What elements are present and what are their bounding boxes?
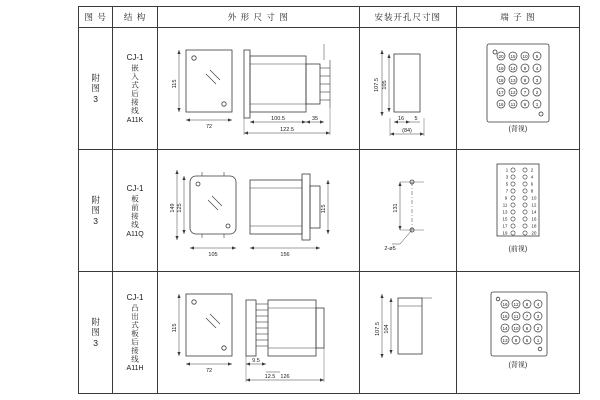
svg-text:14: 14 <box>510 65 516 71</box>
terminal-caption-1: (背视) <box>508 125 528 133</box>
mount-dim-2-d5: 2-ø5 <box>384 245 396 252</box>
outline-dim-35: 35 <box>311 115 318 122</box>
svg-text:20: 20 <box>531 230 537 236</box>
svg-text:18: 18 <box>498 77 504 83</box>
table-row <box>79 28 580 150</box>
outline-dim-115: 115 <box>171 79 178 88</box>
svg-text:6: 6 <box>523 101 527 107</box>
table-row <box>79 272 580 394</box>
svg-text:9: 9 <box>514 337 518 343</box>
mount-dim-16: 16 <box>397 115 404 122</box>
mounting-cell-1 <box>359 28 456 150</box>
svg-text:14: 14 <box>531 209 537 215</box>
svg-text:11: 11 <box>510 101 516 107</box>
svg-text:11: 11 <box>513 313 519 319</box>
svg-text:9: 9 <box>504 195 507 201</box>
svg-text:15: 15 <box>502 313 508 319</box>
svg-text:13: 13 <box>502 209 508 215</box>
fig-no-line2: 图 <box>91 205 100 216</box>
svg-text:1: 1 <box>535 101 539 107</box>
svg-text:4: 4 <box>530 174 533 180</box>
svg-text:17: 17 <box>498 89 504 95</box>
terminal-cell-1 <box>456 28 579 150</box>
header-structure: 结 构 <box>113 7 157 28</box>
svg-text:19: 19 <box>502 230 508 236</box>
outline-dim-115: 115 <box>171 323 178 332</box>
header-outline: 外 形 尺 寸 图 <box>157 7 359 28</box>
svg-text:7: 7 <box>525 313 529 319</box>
outline-dim-125: 125 <box>176 202 183 213</box>
outline-cell-2 <box>157 150 359 272</box>
svg-text:2: 2 <box>535 89 539 95</box>
terminal-cell-3 <box>456 272 579 394</box>
svg-text:19: 19 <box>498 65 504 71</box>
svg-text:6: 6 <box>530 181 533 187</box>
outline-cell-3 <box>157 272 359 394</box>
structure-cell-3 <box>113 272 157 394</box>
svg-text:5: 5 <box>505 181 508 187</box>
svg-text:10: 10 <box>522 53 528 59</box>
table-row <box>79 150 580 272</box>
mount-dim-5: 5 <box>414 115 418 122</box>
terminal-cell-2 <box>456 150 579 272</box>
structure-model: CJ-1 <box>126 53 144 62</box>
mounting-cell-2 <box>359 150 456 272</box>
structure-desc: 板前接线 <box>130 194 140 229</box>
terminal-drawing-1 <box>457 30 579 148</box>
terminal-drawing-3 <box>457 274 579 392</box>
svg-text:12: 12 <box>510 89 516 95</box>
mount-dim-104: 104 <box>383 323 390 334</box>
fig-no-line3: 3 <box>93 337 99 348</box>
table-header-row <box>79 7 580 28</box>
outline-dim-126: 126 <box>280 373 290 380</box>
svg-text:3: 3 <box>536 313 540 319</box>
svg-text:13: 13 <box>502 337 508 343</box>
svg-text:1: 1 <box>536 337 540 343</box>
mounting-cell-3 <box>359 272 456 394</box>
outline-dim-12-5: 12.5 <box>264 373 276 380</box>
terminal-caption-2: (前视) <box>508 245 528 253</box>
svg-text:16: 16 <box>531 216 537 222</box>
svg-text:5: 5 <box>525 337 529 343</box>
fig-no-cell-1 <box>79 28 113 150</box>
fig-no-line1: 附 <box>91 72 100 83</box>
svg-text:18: 18 <box>531 223 537 229</box>
svg-text:7: 7 <box>505 188 508 194</box>
structure-code: A11Q <box>126 230 144 238</box>
fig-no-cell-2 <box>79 150 113 272</box>
terminal-drawing-2 <box>457 152 579 270</box>
outline-dim-122-5: 122.5 <box>279 126 294 133</box>
fig-no-line3: 3 <box>93 93 99 104</box>
svg-text:5: 5 <box>535 53 539 59</box>
outline-dim-72: 72 <box>205 123 212 130</box>
structure-model: CJ-1 <box>126 292 144 302</box>
structure-model: CJ-1 <box>126 183 144 193</box>
structure-cell-2 <box>113 150 157 272</box>
svg-text:16: 16 <box>498 101 504 107</box>
svg-text:4: 4 <box>536 301 540 307</box>
structure-code: A11H <box>126 365 144 373</box>
svg-text:17: 17 <box>502 223 508 229</box>
svg-text:2: 2 <box>536 325 540 331</box>
svg-text:8: 8 <box>525 301 529 307</box>
svg-text:3: 3 <box>535 77 539 83</box>
mount-dim-131: 131 <box>392 202 399 213</box>
svg-text:12: 12 <box>531 202 537 208</box>
header-fig-no: 图 号 <box>79 7 113 28</box>
fig-no-line2: 图 <box>91 327 100 338</box>
header-terminal: 端 子 图 <box>456 7 579 28</box>
svg-text:12: 12 <box>513 301 519 307</box>
outline-dim-149: 149 <box>169 202 176 213</box>
svg-text:3: 3 <box>505 174 508 180</box>
outline-dim-72: 72 <box>205 367 212 374</box>
mount-dim-107-5: 107.5 <box>374 321 381 336</box>
mount-dim-107-5: 107.5 <box>373 77 380 92</box>
outline-drawing-3 <box>158 274 359 392</box>
svg-text:8: 8 <box>530 188 533 194</box>
svg-text:15: 15 <box>502 216 508 222</box>
outline-dim-9-5: 9.5 <box>251 357 260 364</box>
svg-text:20: 20 <box>498 53 504 59</box>
fig-no-line3: 3 <box>93 215 99 226</box>
header-mounting: 安装开孔尺寸图 <box>359 7 456 28</box>
fig-no-line2: 图 <box>91 83 100 94</box>
outline-drawing-2 <box>158 152 359 270</box>
structure-cell-1 <box>113 28 157 150</box>
svg-text:4: 4 <box>535 65 539 71</box>
svg-text:7: 7 <box>523 89 527 95</box>
structure-code: A11K <box>126 117 144 124</box>
svg-text:9: 9 <box>523 65 527 71</box>
svg-text:6: 6 <box>525 325 529 331</box>
outline-dim-105: 105 <box>208 251 218 258</box>
mounting-drawing-1 <box>360 30 456 148</box>
outline-dim-115: 115 <box>320 204 327 213</box>
fig-no-line1: 附 <box>91 316 100 327</box>
spec-table <box>78 6 580 394</box>
svg-text:10: 10 <box>513 325 519 331</box>
terminal-caption-3: (背视) <box>508 361 528 369</box>
mount-dim-105: 105 <box>381 79 388 90</box>
structure-desc: 嵌入式后接线 <box>130 64 140 115</box>
outline-dim-100-5: 100.5 <box>270 115 285 122</box>
svg-text:8: 8 <box>523 77 527 83</box>
outline-drawing-1 <box>158 30 359 148</box>
svg-text:14: 14 <box>502 325 508 331</box>
mounting-drawing-2 <box>360 152 456 270</box>
fig-no-cell-3 <box>79 272 113 394</box>
svg-text:15: 15 <box>510 53 516 59</box>
outline-dim-156: 156 <box>280 251 290 258</box>
svg-text:1: 1 <box>505 167 508 173</box>
mounting-drawing-3 <box>360 274 456 392</box>
svg-text:11: 11 <box>502 202 508 208</box>
outline-cell-1 <box>157 28 359 150</box>
svg-text:16: 16 <box>502 301 508 307</box>
svg-text:10: 10 <box>531 195 537 201</box>
fig-no-line1: 附 <box>91 194 100 205</box>
svg-text:2: 2 <box>530 167 533 173</box>
svg-text:13: 13 <box>510 77 516 83</box>
structure-desc: 凸出式板后接线 <box>130 303 140 364</box>
mount-dim-84: (84) <box>401 127 412 134</box>
